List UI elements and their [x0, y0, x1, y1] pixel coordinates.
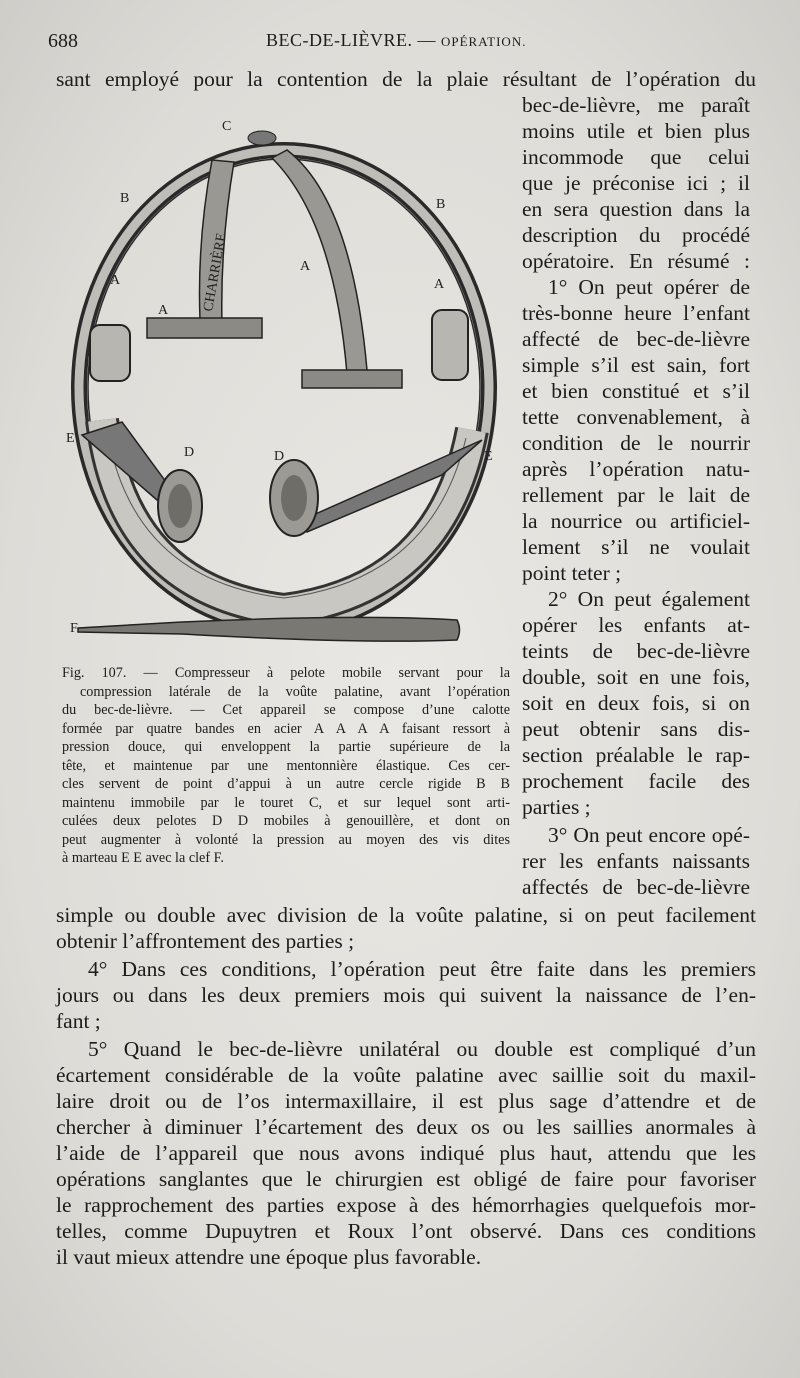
- label-b-left: B: [120, 191, 130, 206]
- caption-line: tête, et maintenue par une mentonnière élastique. Ces cer-: [62, 757, 510, 774]
- body-line: fant ;: [56, 1009, 101, 1033]
- key-f: [78, 617, 460, 641]
- body-line: sant employé pour la contention de la plaie résultant de l’opération du: [56, 67, 756, 91]
- band-crossbar-left: [147, 318, 262, 338]
- body-line: tette convenablement, à: [522, 405, 750, 429]
- body-line: que je préconise ici ; il: [522, 171, 750, 195]
- caption-line: maintenu immobile par le touret C, et sur lequel sont arti-: [62, 794, 510, 811]
- body-line: et bien constitué et s’il: [522, 379, 750, 403]
- body-line: après l’opération natu-: [522, 457, 750, 481]
- caption-line: compression latérale de la voûte palatine, avant l’opération: [80, 683, 510, 700]
- body-line: l’aide de l’appareil que nous avons indiqué plus haut, attendu que les: [56, 1141, 756, 1165]
- body-line: lement s’il ne voulait: [522, 535, 750, 559]
- body-line: rellement par le lait de: [522, 483, 750, 507]
- body-line: double, soit en une fois,: [522, 665, 750, 689]
- caption-line: Fig. 107. — Compresseur à pelote mobile servant pour la: [62, 665, 510, 681]
- body-line: très-bonne heure l’enfant: [522, 301, 750, 325]
- body-line: telles, comme Dupuytren et Roux l’ont observé. Dans ces conditions: [56, 1219, 756, 1243]
- caption-line: culées deux pelotes D D mobiles à genouillère, et dont on: [62, 813, 510, 829]
- body-line: parties ;: [522, 795, 591, 819]
- body-line: opératoire. En résumé :: [522, 249, 750, 273]
- label-a-4: A: [434, 277, 445, 292]
- steel-band-right: [272, 150, 367, 374]
- body-line: opérer les enfants at-: [522, 613, 750, 637]
- body-line: la nourrice ou artificiel-: [522, 509, 750, 533]
- page-header: [48, 30, 758, 60]
- label-c: C: [222, 120, 232, 134]
- body-line: teints de bec-de-lièvre: [522, 639, 750, 663]
- body-line: 3° On peut encore opé-: [548, 823, 750, 847]
- body-line: incommode que celui: [522, 145, 750, 169]
- body-line: affectés de bec-de-lièvre: [522, 875, 750, 899]
- caption-line: du bec-de-lièvre. — Cet appareil se compose d’une calotte: [62, 702, 510, 718]
- body-line: soit en deux fois, si on: [522, 691, 750, 715]
- body-line: simple ou double avec division de la voûte palatine, si on peut facilement: [56, 903, 756, 927]
- body-line: condition de le nourrir: [522, 431, 750, 455]
- label-e-right: E: [484, 449, 493, 464]
- running-title: [266, 30, 526, 51]
- label-a-1: A: [110, 273, 121, 288]
- page-number: 688: [48, 30, 78, 52]
- body-line: 4° Dans ces conditions, l’opération peut être faite dans les premiers: [88, 957, 756, 981]
- body-line: le rapprochement des parties expose à des hémorrhagies quelquefois mor-: [56, 1193, 756, 1217]
- buckle-right: [432, 310, 468, 380]
- touret-c: [248, 131, 276, 145]
- running-title-separator: —: [412, 30, 441, 50]
- body-line: moins utile et bien plus: [522, 119, 750, 143]
- maker-stamp: CHARRIÈRE: [201, 231, 230, 313]
- running-title-main: BEC-DE-LIÈVRE.: [266, 30, 413, 50]
- body-line: laire droit ou de l’os intermaxillaire, il est plus sage d’attendre et de: [56, 1089, 756, 1113]
- body-line: section préalable le rap-: [522, 743, 750, 767]
- body-line: 1° On peut opérer de: [548, 275, 750, 299]
- body-line: point teter ;: [522, 561, 622, 585]
- caption-line: peut augmenter à volonté la pression au moyen des vis dites: [62, 831, 510, 848]
- body-line: peut obtenir sans dis-: [522, 717, 750, 741]
- running-title-section: OPÉRATION.: [440, 34, 527, 49]
- body-line: il vaut mieux attendre une époque plus favorable.: [56, 1245, 482, 1269]
- label-e-left: E: [66, 431, 75, 446]
- body-line: 2° On peut également: [548, 587, 750, 611]
- caption-line: à marteau E E avec la clef F.: [62, 850, 224, 866]
- caption-line: pression douce, qui enveloppent la partie supérieure de la: [62, 739, 510, 755]
- label-d-left: D: [184, 445, 195, 460]
- body-line: en sera question dans la: [522, 197, 750, 221]
- label-b-right: B: [436, 197, 446, 212]
- body-line: prochement facile des: [522, 769, 750, 793]
- body-line: bec-de-lièvre, me paraît: [522, 93, 750, 117]
- caption-line: cles servent de point d’appui à un autre cercle rigide B B: [62, 776, 510, 792]
- figure-illustration: [62, 120, 512, 660]
- band-crossbar-right: [302, 370, 402, 388]
- body-line: affecté de bec-de-lièvre: [522, 327, 750, 351]
- buckle-left: [90, 325, 130, 381]
- body-line: obtenir l’affrontement des parties ;: [56, 929, 355, 953]
- label-a-3: A: [300, 259, 311, 274]
- figure-caption: [62, 664, 510, 868]
- body-line: chercher à diminuer l’écartement des deux os ou les saillies anormales à: [56, 1115, 756, 1139]
- label-d-right: D: [274, 449, 285, 464]
- body-line: jours ou dans les deux premiers mois qui suivent la naissance de l’en-: [56, 983, 756, 1007]
- body-line: rer les enfants naissants: [522, 849, 750, 873]
- body-line: 5° Quand le bec-de-lièvre unilatéral ou double est compliqué d’un: [88, 1037, 756, 1061]
- body-line: description du procédé: [522, 223, 750, 247]
- body-line: simple s’il est sain, fort: [522, 353, 750, 377]
- body-line: opérations sanglantes que le chirurgien est obligé de faire pour favoriser: [56, 1167, 756, 1191]
- body-line: écartement considérable de la voûte palatine avec saillie soit du maxil-: [56, 1063, 756, 1087]
- label-a-2: A: [158, 303, 169, 318]
- label-f: F: [70, 621, 78, 636]
- caption-line: formée par quatre bandes en acier A A A A faisant ressort à: [62, 720, 510, 737]
